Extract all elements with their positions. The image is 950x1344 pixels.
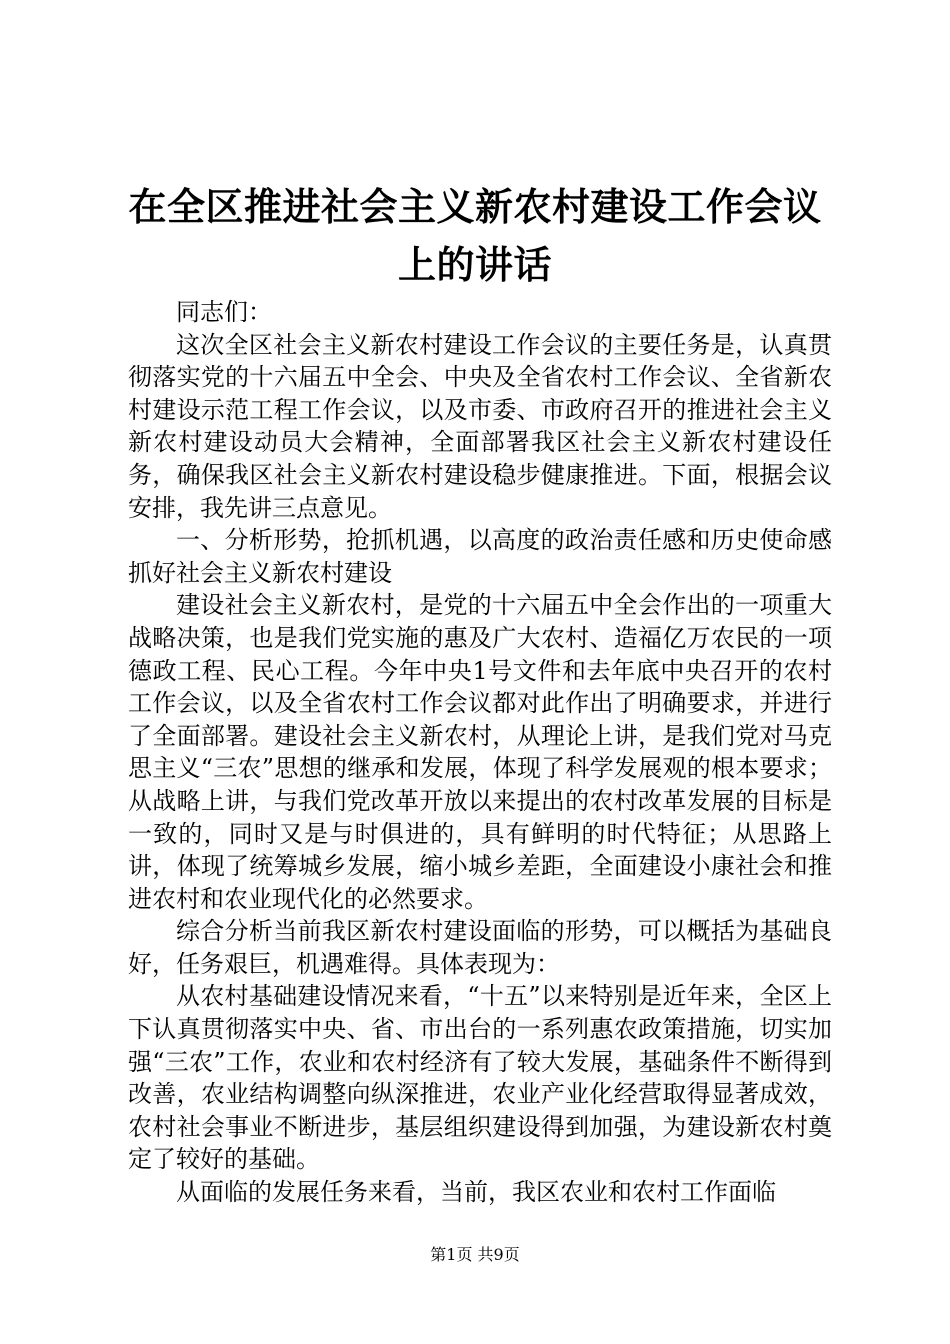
body-paragraph: 从农村基础建设情况来看，“十五”以来特别是近年来，全区上下认真贯彻落实中央、省、市出台的一系列惠农政策措施，切实加强“三农”工作，农业和农村经济有了较大发展，基础条件不断得到改善，农业结构调整向纵深推进，农业产业化经营取得显著成效，农村社会事业不断进步，基层组织建设得到加强，为建设新农村奠定了较好的基础。 — [128, 982, 832, 1174]
section-heading: 一、分析形势，抢抓机遇，以高度的政治责任感和历史使命感抓好社会主义新农村建设 — [128, 526, 832, 587]
salutation: 同志们： — [176, 298, 272, 326]
body-paragraph: 这次全区社会主义新农村建设工作会议的主要任务是，认真贯彻落实党的十六届五中全会、中央及全省农村工作会议、全省新农村建设示范工程工作会议，以及市委、市政府召开的推进社会主义新农村建设动员大会精神，全面部署我区社会主义新农村建设任务，确保我区社会主义新农村建设稳步健康推进。下面，根据会议安排，我先讲三点意见。 — [128, 330, 832, 522]
body-paragraph: 综合分析当前我区新农村建设面临的形势，可以概括为基础良好，任务艰巨，机遇难得。具体表现为： — [128, 917, 832, 978]
page-number-footer: 第1页 共9页 — [430, 1245, 520, 1264]
document-title: 在全区推进社会主义新农村建设工作会议上的讲话 — [128, 185, 822, 287]
body-paragraph: 从面临的发展任务来看，当前，我区农业和农村工作面临 — [176, 1178, 776, 1207]
body-paragraph: 建设社会主义新农村，是党的十六届五中全会作出的一项重大战略决策，也是我们党实施的惠及广大农村、造福亿万农民的一项德政工程、民心工程。今年中央1号文件和去年底中央召开的农村工作会议，以及全省农村工作会议都对此作出了明确要求，并进行了全面部署。建设社会主义新农村，从理论上讲，是我们党对马克思主义“三农”思想的继承和发展，体现了科学发展观的根本要求；从战略上讲，与我们党改革开放以来提出的农村改革发展的目标是一致的，同时又是与时俱进的，具有鲜明的时代特征；从思路上讲，体现了统筹城乡发展，缩小城乡差距，全面建设小康社会和推进农村和农业现代化的必然要求。 — [128, 591, 832, 913]
document-body — [128, 296, 832, 1209]
